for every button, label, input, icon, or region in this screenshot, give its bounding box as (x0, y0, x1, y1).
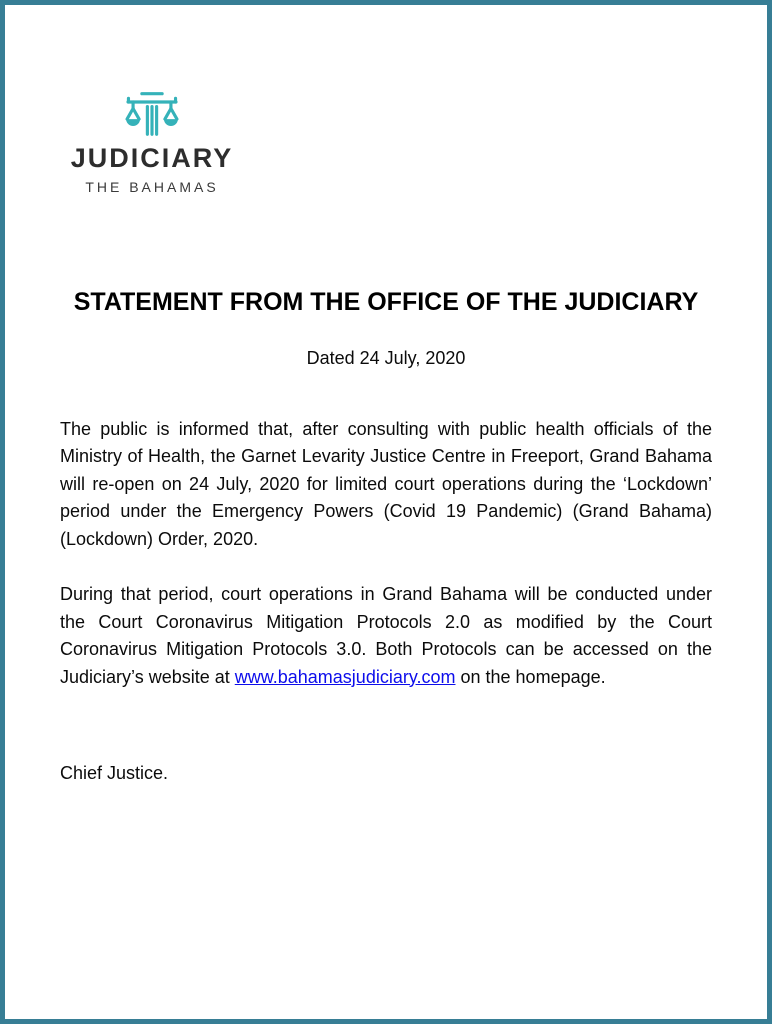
logo-subtitle: THE BAHAMAS (85, 179, 219, 195)
paragraph-protocols (60, 581, 712, 691)
paragraph-reopening: The public is informed that, after consulting with public health officials of the Ministry of Health, the Garnet Levarity Justice Centre in Freeport, Grand Bahama will re-open on 24 July, 2020 for limited court operations during the ‘Lockdown’ period under the Emergency Powers (Covid 19 Pandemic) (Grand Bahama) (Lockdown) Order, 2020. (60, 418, 712, 549)
scales-of-justice-icon (124, 90, 180, 138)
signature: Chief Justice. (60, 763, 169, 783)
document-title: STATEMENT FROM THE OFFICE OF THE JUDICIARY (73, 288, 699, 316)
paragraph-protocols-text-before: During that period, court operations in Grand Bahama will be conducted under the Court Coronavirus Mitigation Protocols 2.0 as modified by the Court Coronavirus Mitigation Protocols 3.0. Both Protocols can be accessed on the Judiciary’s website at (60, 584, 712, 687)
logo-name: JUDICIARY (70, 143, 234, 173)
date-line: Dated 24 July, 2020 (306, 347, 466, 368)
judiciary-website-link[interactable]: www.bahamasjudiciary.com (234, 666, 456, 687)
paragraph-protocols-text-after: on the homepage. (455, 666, 606, 687)
judiciary-logo (70, 90, 234, 195)
